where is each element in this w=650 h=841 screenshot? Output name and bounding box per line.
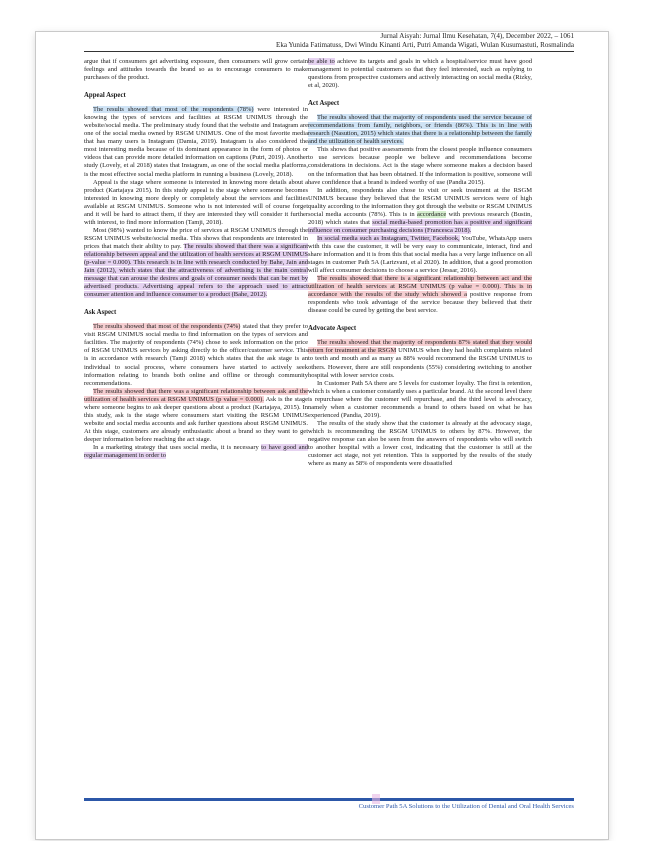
appeal-paragraph-1 bbox=[84, 106, 308, 178]
continued-paragraph bbox=[308, 58, 532, 90]
act-heading: Act Aspect bbox=[308, 100, 340, 108]
act-paragraph-2: This shows that positive assessments from the closest people influence consumers to use services because people we believe and recommendations become considerations in decisions. Act is the stage where someone makes a decision based on the information that has been obtained. If the information is positive, someone will have confidence that a brand is indeed worthy of use (Pandia 2015). bbox=[308, 146, 532, 186]
highlight-purple: In social media such as Instagram, Twitter, Facebook, bbox=[317, 234, 460, 242]
act-paragraph-4 bbox=[308, 235, 532, 275]
highlight-green: accordance bbox=[416, 210, 447, 218]
footer-title: Customer Path 5A Solutions to the Utilization of Dental and Oral Health Services bbox=[358, 803, 574, 810]
act-paragraph-3 bbox=[308, 187, 532, 235]
highlight-blue: The results showed that the majority of respondents used the service because of recommendations from family, neighbors, or friends (86%). This is in line with research (Nasution, 2015) which states that there is a relationship between the family and the utilization of health services. bbox=[308, 114, 532, 146]
appeal-text: Most (98%) wanted to know the price of services at RSGM UNIMUS through the RSGM UNIMUS website/social media. This shows that respondents are interested in prices that match their ability to pay. bbox=[84, 226, 308, 250]
highlight-purple: be able to bbox=[308, 58, 335, 65]
ask-paragraph-2 bbox=[84, 388, 308, 444]
header-divider bbox=[84, 51, 574, 52]
appeal-paragraph-2: Appeal is the stage where someone is interested in knowing more details about a product (Kartajaya 2015). In this study appeal is the stage where someone becomes interested in knowing more deeply or completely about the services and facilities available at RSGM UNIMUS. Someone who is not interested will of course forget and it will be hard to attract them, if they are interested they will consider it further with interest, to find more information (Tamji, 2018). bbox=[84, 178, 308, 226]
ask-heading: Ask Aspect bbox=[84, 309, 117, 317]
highlight-purple: to have good and regular management in order to bbox=[84, 443, 308, 460]
appeal-text: were interested in knowing the types of services and facilities at RSGM UNIMUS through the website/social media. The preliminary study found that the website and Instagram are one of the social media owned by RSGM UNIMUS. One of the most favorite media that has many users is Instagram (Damia, 2019). Instagram is also considered the most interesting media because of its dominant appearance in the form of photos or videos that can provide more detailed information on captions (Putri, 2019). Another study (Lovely, et al 2018) states that Instagram, as one of the social media platforms, is the most effective social media platform in running a business (Lovely, 2018). bbox=[84, 106, 308, 178]
appeal-heading: Appeal Aspect bbox=[84, 92, 126, 100]
highlight-blue: The results showed that most of the respondents (78%) bbox=[93, 106, 254, 114]
highlight-red: The results showed that most of the respondents (74%) bbox=[93, 323, 241, 331]
running-header bbox=[84, 32, 574, 49]
journal-page bbox=[36, 32, 608, 839]
ask-text: stated that they prefer to visit RSGM UNIMUS social media to find information on the types of services and facilities. The majority of respondents (74%) chose to seek information on the price of RSGM UNIMUS services by asking directly to the officer/customer service. This is in accordance with research (Tamji 2018) which states that the ask stage is an individual to social process, where consumers have started to actively seek information relating to brands both online and offline or through community recommendations. bbox=[84, 323, 308, 387]
highlight-red: The results showed that there is a significant relationship between act and the utilization of health services at RSGM UNIMUS (p value = 0.000). This is in accordance with the results of the study which showed a bbox=[308, 275, 532, 299]
highlight-purple: social media-based promotion has a positive and significant influence on consumer purchasing decisions (Francesca 2018). bbox=[308, 218, 532, 234]
right-column bbox=[308, 58, 532, 468]
journal-citation: Jurnal Aisyah: Jurnal Ilmu Kesehatan, 7(4), December 2022, – 1061 bbox=[380, 32, 574, 40]
advocate-paragraph-3: The results of the study show that the customer is already at the advocacy stage, which is recommending the RSGM UNIMUS to others by 87%. However, the negative response can also be seen from the answers of respondents who will switch to another hospital with a lower cost, indicating that the customer is still at the customer act stage, not yet retention. This is supported by the results of the study where as many as 58% of respondents were dissatisfied bbox=[308, 419, 532, 468]
highlight-purple: The results showed that there was a significant relationship between appeal and the utilization of health services at RSGM UNIMUS (p-value = 0.000). This research is in line with research conducted by Bahe, Jain and Jain (2012), which states that the attractiveness of advertising is the main central message that can arouse the desires and goals of consumer needs that can be met by advertised products. Advertising appeal refers to the approach used to attract consumer attention and influence consumer to a product (Bahe, 2012). bbox=[84, 242, 308, 299]
ask-paragraph-1 bbox=[84, 323, 308, 387]
advocate-heading: Advocate Aspect bbox=[308, 325, 357, 333]
act-text: with previous research (Bustin, 2018) which states that bbox=[308, 210, 533, 226]
act-text: In addition, respondents also chose to visit or seek treatment at the RSGM UNIMUS because they believed that the RSGM UNIMUS services were of high quality according to the information they got through the website or RSGM UNIMUS social media accounts (78%). This is in bbox=[308, 186, 532, 218]
act-text: YouTube, WhatsApp users with this case the customer, it will be very easy to communicate, interact, find and share information and it is from this that social media has a very large influence on all stages in customer Path 5A (Larizvani, et al 2020). In addition, that a good promotion will affect consumer decisions to choose a service (Jessar, 2016). bbox=[308, 234, 532, 275]
appeal-paragraph-3 bbox=[84, 227, 308, 299]
act-paragraph-1 bbox=[308, 114, 532, 146]
continued-text: achieve its targets and goals in which a hospital/service must have good management to potential customers so that they feel interested, such as replying to questions from prospective customers and actively interacting on social media (Rizky, et al, 2020). bbox=[308, 58, 532, 90]
advocate-text: UNIMUS when they had health complaints related to teeth and mouth and as many as 88% would recommend the RSGM UNIMUS to others. However, there are still respondents (55%) considering switching to another hospital with lower service costs. bbox=[308, 347, 532, 379]
act-text: positive response from respondents who took advantage of the service because they believed that their disease could be cured by getting the best service. bbox=[308, 291, 532, 315]
left-column bbox=[84, 58, 308, 460]
author-list: Eka Yunida Fatimatuss, Dwi Windu Kinanti Arti, Putri Amanda Wigati, Wulan Kusumastuti, Rosmalinda bbox=[276, 40, 574, 49]
ask-text: Ask is the stage where someone begins to ask deeper questions about a product (Kartajaya, 2015). In this study, ask is the stage where consumers start visiting the RSGM UNIMUS website and social media accounts and ask further questions about RSGM UNIMUS. At this stage, customers are already enthusiastic about a brand so they want to get deeper information before reaching the act stage. bbox=[84, 395, 309, 443]
intro-paragraph: argue that if consumers get advertising exposure, then consumers will grow certain feelings and attitudes towards the brand so as to encourage consumers to make purchases of the product. bbox=[84, 58, 308, 82]
advocate-paragraph-1 bbox=[308, 339, 532, 379]
ask-paragraph-3 bbox=[84, 444, 308, 460]
footer-rule bbox=[84, 798, 574, 801]
highlight-red: The results showed that there was a significant relationship between ask and the utilization of health services at RSGM UNIMUS (p value = 0.000). bbox=[84, 387, 308, 403]
advocate-paragraph-2: In Customer Path 5A there are 5 levels for customer loyalty. The first is retention, which is when a customer constantly uses a particular brand. At the second level there is repurchase where the customer will repurchase, and the third level is advocacy, namely when a customer recommends a brand to others based on what he has experienced (Pandia, 2019). bbox=[308, 379, 532, 419]
ask-text: In a marketing strategy that uses social media, it is necessary bbox=[93, 443, 262, 451]
act-paragraph-5 bbox=[308, 275, 532, 315]
highlight-red: The results showed that the majority of respondents 87% stated that they would return for treatment at the RSGM bbox=[308, 339, 532, 355]
